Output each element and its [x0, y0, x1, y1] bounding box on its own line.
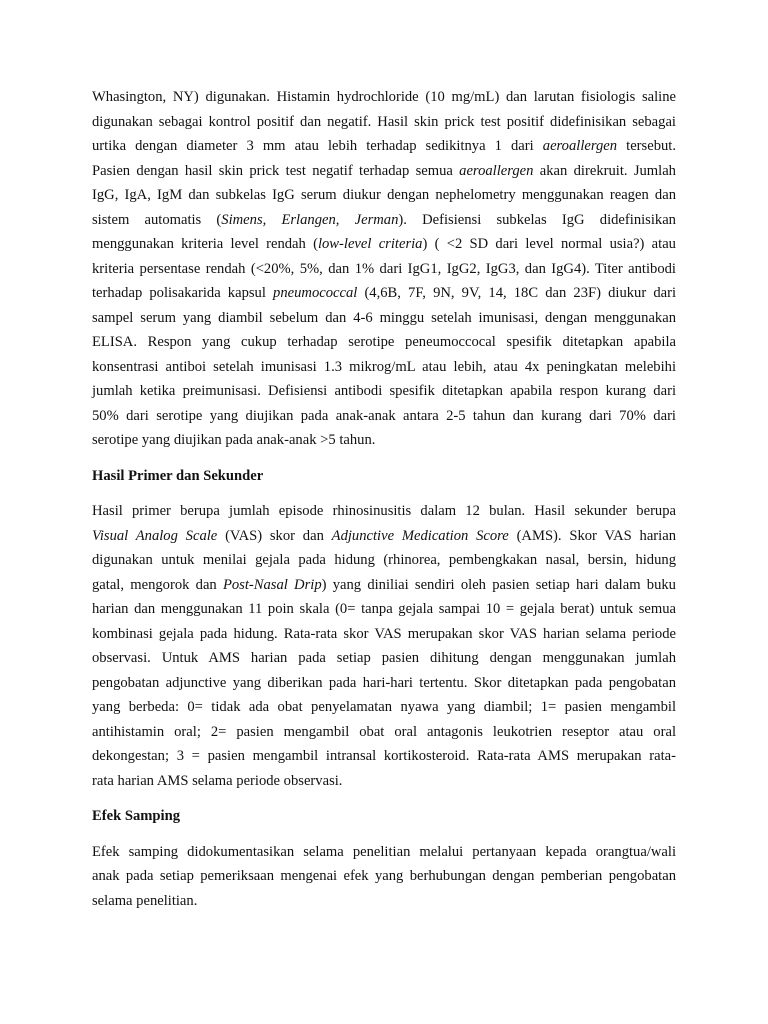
text-line: menggunakan kriteria level rendah (low-level criteria) ( <2 SD dari level normal usia?) atau [92, 236, 676, 252]
heading-primary-secondary-outcomes: Hasil Primer dan Sekunder [92, 467, 264, 484]
text-line: yang berbeda: 0= tidak ada obat penyelamatan nyawa yang diambil; 1= pasien mengambil [92, 699, 676, 715]
text-line: Efek samping didokumentasikan selama penelitian melalui pertanyaan kepada orangtua/wali [92, 843, 676, 860]
text-line: observasi. Untuk AMS harian pada setiap pasien dihitung dengan menggunakan jumlah [92, 650, 676, 666]
text-line: Hasil primer berupa jumlah episode rhinosinusitis dalam 12 bulan. Hasil sekunder berupa [92, 503, 676, 519]
text-line: jumlah ketika preimunisasi. Defisiensi antibodi spesifik ditetapkan apabila respon kurang dari [92, 383, 676, 399]
text-line: Visual Analog Scale (VAS) skor dan Adjunctive Medication Score (AMS). Skor VAS harian [92, 527, 676, 544]
heading-side-effects: Efek Samping [92, 808, 180, 824]
text-line: digunakan untuk menilai gejala pada hidung (rhinorea, pembengkakan nasal, bersin, hidung [92, 552, 676, 568]
paragraph-side-effects [92, 840, 676, 914]
text-line: selama penelitian. [92, 892, 198, 909]
text-line: Pasien dengan hasil skin prick test negatif terhadap semua aeroallergen akan direkruit. Jumlah [92, 162, 676, 179]
text-line: 50% dari serotipe yang diujikan pada anak-anak antara 2-5 tahun dan kurang dari 70% dari [92, 407, 676, 424]
paragraph-methods [92, 85, 676, 453]
text-line: urtika dengan diameter 3 mm atau lebih terhadap sedikitnya 1 dari aeroallergen tersebut. [92, 138, 676, 154]
text-line: dekongestan; 3 = pasien mengambil intransal kortikosteroid. Rata-rata AMS merupakan rata- [92, 748, 676, 764]
text-line: antihistamin oral; 2= pasien mengambil obat oral antagonis leukotrien reseptor atau oral [92, 723, 676, 740]
text-line: ELISA. Respon yang cukup terhadap serotipe peneumoccocal spesifik ditetapkan apabila [92, 334, 676, 350]
text-line: terhadap polisakarida kapsul pneumococcal (4,6B, 7F, 9N, 9V, 14, 18C dan 23F) diukur dari [92, 285, 677, 301]
text-line: digunakan sebagai kontrol positif dan negatif. Hasil skin prick test positif didefinisikan sebagai [92, 113, 676, 130]
text-line: konsentrasi antiboi setelah imunisasi 1.3 mikrog/mL atau lebih, atau 4x peningkatan melebihi [92, 358, 676, 375]
text-line: anak pada setiap pemeriksaan mengenai efek yang berhubungan dengan pemberian pengobatan [92, 868, 676, 884]
paragraph-outcomes [92, 499, 676, 793]
text-line: harian dan menggunakan 11 poin skala (0= tanpa gejala sampai 10 = gejala berat) untuk semua [92, 601, 676, 617]
text-line: rata harian AMS selama periode observasi. [92, 772, 343, 789]
text-line: serotipe yang diujikan pada anak-anak >5 tahun. [92, 432, 376, 448]
text-line: sampel serum yang diambil sebelum dan 4-6 minggu setelah imunisasi, dengan menggunakan [92, 309, 676, 326]
text-line: sistem automatis (Simens, Erlangen, Jerman). Defisiensi subkelas IgG didefinisikan [92, 211, 676, 228]
text-line: IgG, IgA, IgM dan subkelas IgG serum diukur dengan nephelometry menggunakan reagen dan [92, 187, 676, 203]
text-line: pengobatan adjunctive yang diberikan pada hari-hari tertentu. Skor ditetapkan pada pengobatan [92, 674, 676, 691]
text-line: kombinasi gejala pada hidung. Rata-rata skor VAS merupakan skor VAS harian selama periode [92, 625, 676, 642]
text-line: Whasington, NY) digunakan. Histamin hydrochloride (10 mg/mL) dan larutan fisiologis saline [92, 89, 676, 105]
document-page [92, 85, 676, 913]
text-line: gatal, mengorok dan Post-Nasal Drip) yang diniliai sendiri oleh pasien setiap hari dalam buku [92, 576, 676, 593]
text-line: kriteria persentase rendah (<20%, 5%, dan 1% dari IgG1, IgG2, IgG3, dan IgG4). Titer antibodi [92, 260, 676, 277]
